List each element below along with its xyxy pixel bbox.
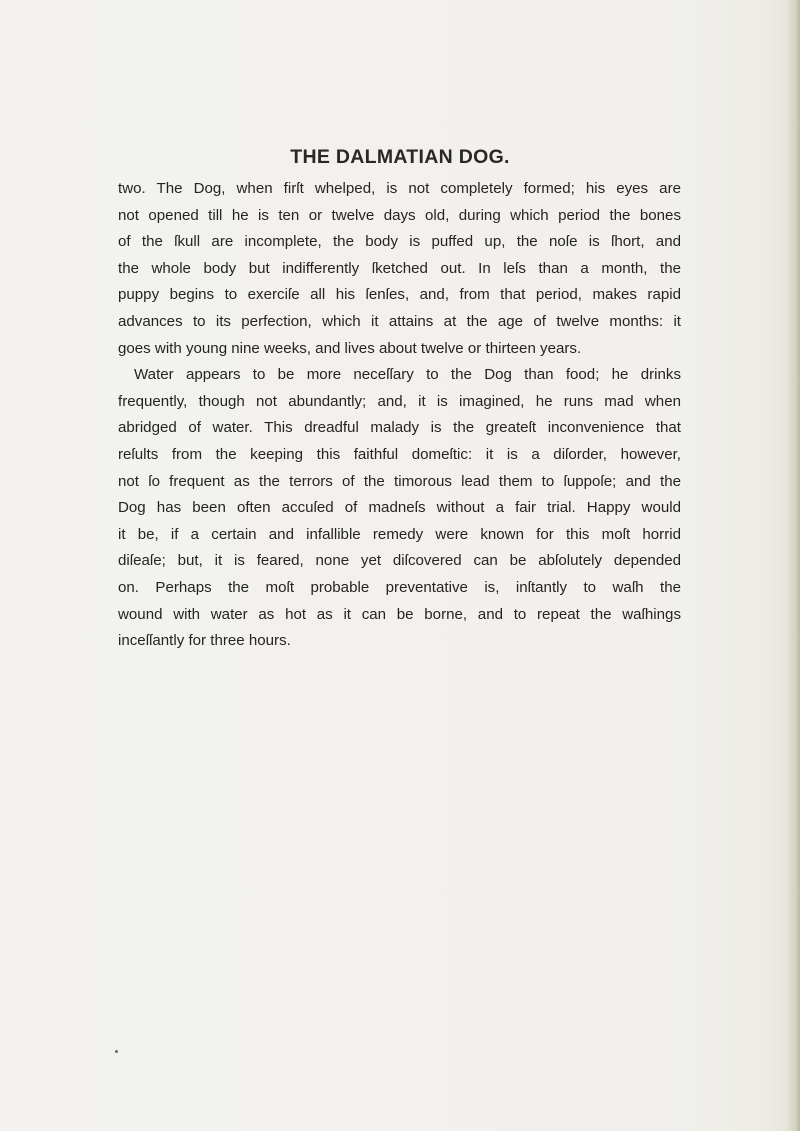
running-head: THE DALMATIAN DOG. [290, 146, 510, 168]
text-line-11: reſults from the keeping this faithful domeſtic: it is a diſorder, however, [118, 445, 681, 463]
text-line-13: Dog has been often accuſed of madneſs without a fair trial. Happy would [118, 499, 681, 517]
text-line-6: advances to its perfection, which it attains at the age of twelve months: it [118, 312, 681, 330]
text-line-5: puppy begins to exerciſe all his ſenſes, and, from that period, makes rapid [118, 286, 681, 304]
text-line-17: wound with water as hot as it can be borne, and to repeat the waſhings [118, 605, 681, 623]
body-text [118, 176, 681, 655]
text-line-16: on. Perhaps the moſt probable preventative is, inſtantly to waſh the [118, 578, 681, 596]
text-line-2: not opened till he is ten or twelve days old, during which period the bones [118, 206, 681, 224]
text-line-4: the whole body but indifferently ſketched out. In leſs than a month, the [118, 259, 681, 277]
text-line-8: Water appears to be more neceſſary to the Dog than food; he drinks [134, 366, 681, 384]
text-line-7: goes with young nine weeks, and lives about twelve or thirteen years. [118, 339, 582, 357]
text-line-15: diſeaſe; but, it is feared, none yet diſcovered can be abſolutely depended [118, 552, 681, 570]
text-line-14: it be, if a certain and infallible remedy were known for this moſt horrid [118, 525, 681, 543]
text-line-18: inceſſantly for three hours. [118, 632, 291, 650]
text-line-3: of the ſkull are incomplete, the body is puffed up, the noſe is ſhort, and [118, 233, 681, 251]
page-edge-shadow [786, 0, 800, 1131]
text-line-12: not ſo frequent as the terrors of the timorous lead them to ſuppoſe; and the [118, 472, 681, 490]
text-line-9: frequently, though not abundantly; and, it is imagined, he runs mad when [118, 392, 681, 410]
ink-speck [115, 1050, 118, 1053]
text-line-1: two. The Dog, when firſt whelped, is not completely formed; his eyes are [118, 180, 681, 197]
text-line-10: abridged of water. This dreadful malady is the greateſt inconvenience that [118, 419, 681, 437]
